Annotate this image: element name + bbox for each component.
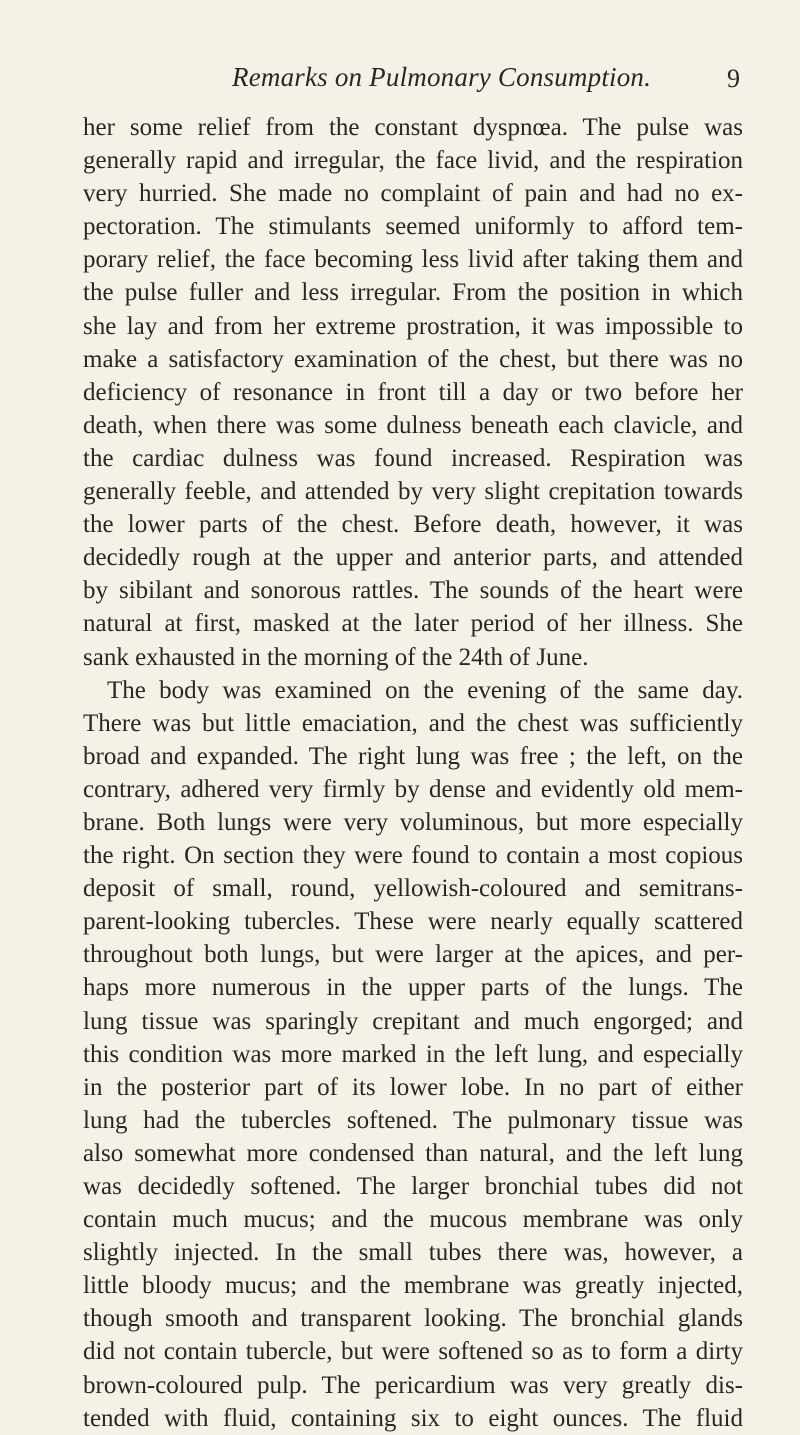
- text-line: by sibilant and sonorous rattles. The sounds of the heart were: [83, 577, 743, 605]
- text-line: lung tissue was sparingly crepitant and much engorged; and: [83, 1007, 743, 1035]
- text-line: porary relief, the face becoming less livid after taking them and: [83, 246, 743, 274]
- text-line: also somewhat more condensed than natural, and the left lung: [83, 1139, 743, 1167]
- text-line: little bloody mucus; and the membrane was greatly injected,: [83, 1272, 743, 1300]
- text-line: in the posterior part of its lower lobe. In no part of either: [83, 1073, 743, 1101]
- text-line: did not contain tubercle, but were softened so as to form a dirty: [83, 1338, 743, 1366]
- text-line: decidedly rough at the upper and anterior parts, and attended: [83, 544, 743, 572]
- text-line: brown-coloured pulp. The pericardium was very greatly dis-: [83, 1371, 743, 1399]
- text-line: throughout both lungs, but were larger at the apices, and per-: [83, 941, 743, 969]
- text-line: the lower parts of the chest. Before death, however, it was: [83, 511, 743, 539]
- text-line: natural at first, masked at the later period of her illness. She: [83, 610, 743, 638]
- text-line: contain much mucus; and the mucous membrane was only: [83, 1206, 743, 1234]
- text-line: death, when there was some dulness beneath each clavicle, and: [83, 411, 743, 439]
- text-line: was decidedly softened. The larger bronchial tubes did not: [83, 1173, 743, 1200]
- text-line: parent-looking tubercles. These were nearly equally scattered: [83, 908, 743, 936]
- text-line: slightly injected. In the small tubes there was, however, a: [83, 1239, 743, 1267]
- text-line: the pulse fuller and less irregular. From the position in which: [83, 279, 743, 307]
- text-line: the right. On section they were found to contain a most copious: [83, 842, 743, 870]
- text-line: brane. Both lungs were very voluminous, but more especially: [83, 808, 743, 836]
- text-line: make a satisfactory examination of the chest, but there was no: [83, 345, 743, 373]
- text-line: the cardiac dulness was found increased. Respiration was: [83, 444, 743, 472]
- text-line: very hurried. She made no complaint of pain and had no ex-: [83, 180, 743, 208]
- running-head: Remarks on Pulmonary Consumption.: [232, 62, 652, 92]
- text-line: deficiency of resonance in front till a day or two before her: [83, 378, 743, 406]
- text-line: pectoration. The stimulants seemed uniformly to afford tem-: [83, 213, 743, 241]
- text-line: The body was examined on the evening of the same day.: [107, 676, 743, 704]
- text-line: generally feeble, and attended by very slight crepitation towards: [83, 478, 743, 506]
- text-line: sank exhausted in the morning of the 24th of June.: [83, 643, 589, 671]
- body-text: [83, 111, 743, 1435]
- text-line: There was but little emaciation, and the chest was sufficiently: [83, 709, 743, 737]
- text-line: this condition was more marked in the left lung, and especially: [83, 1040, 743, 1068]
- text-line: deposit of small, round, yellowish-coloured and semitrans-: [83, 875, 743, 903]
- text-line: she lay and from her extreme prostration, it was impossible to: [83, 312, 743, 340]
- text-line: contrary, adhered very firmly by dense and evidently old mem-: [83, 775, 743, 803]
- text-line: lung had the tubercles softened. The pulmonary tissue was: [83, 1106, 743, 1134]
- text-line: haps more numerous in the upper parts of the lungs. The: [83, 974, 743, 1002]
- text-line: tended with fluid, containing six to eight ounces. The fluid: [83, 1404, 743, 1432]
- text-line: broad and expanded. The right lung was free ; the left, on the: [83, 742, 743, 770]
- text-line: her some relief from the constant dyspnœa. The pulse was: [83, 114, 743, 141]
- text-line: generally rapid and irregular, the face livid, and the respiration: [83, 147, 743, 175]
- text-line: though smooth and transparent looking. The bronchial glands: [83, 1305, 743, 1333]
- page-number: 9: [727, 64, 740, 93]
